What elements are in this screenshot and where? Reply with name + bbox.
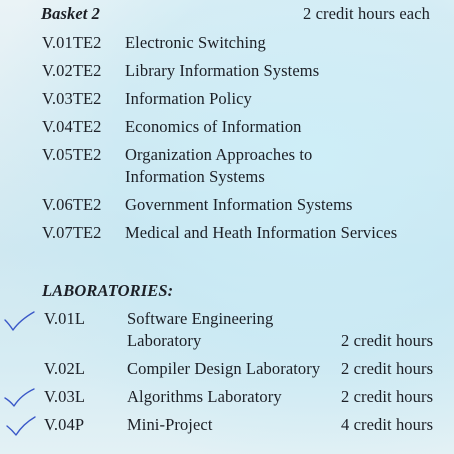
laboratories-heading: LABORATORIES: (42, 281, 174, 300)
lab-credits: 2 credit hours (341, 331, 434, 350)
lab-credits: 2 credit hours (341, 359, 434, 378)
lab-title: Mini-Project (127, 415, 213, 434)
course-title-line1: Organization Approaches to (125, 145, 313, 164)
lab-code: V.02L (44, 359, 85, 378)
course-code: V.02TE2 (42, 61, 102, 80)
course-code: V.03TE2 (42, 89, 102, 108)
lab-code: V.03L (44, 387, 85, 406)
lab-title: Compiler Design Laboratory (127, 359, 321, 378)
handwritten-check-icon (2, 310, 36, 334)
handwritten-check-icon (4, 415, 38, 439)
handwritten-check-icon (2, 386, 36, 410)
lab-title-line2: Laboratory (127, 331, 202, 350)
course-title: Library Information Systems (125, 61, 320, 80)
basket-credit-note: 2 credit hours each (303, 4, 430, 23)
lab-credits: 4 credit hours (341, 415, 434, 434)
course-title: Medical and Heath Information Services (125, 223, 398, 242)
course-code: V.06TE2 (42, 195, 102, 214)
lab-code: V.04P (44, 415, 85, 434)
course-code: V.05TE2 (42, 145, 102, 164)
lab-title: Algorithms Laboratory (127, 387, 282, 406)
course-title: Government Information Systems (125, 195, 353, 214)
lab-code: V.01L (44, 309, 85, 328)
course-title: Economics of Information (125, 117, 302, 136)
course-code: V.01TE2 (42, 33, 102, 52)
course-code: V.04TE2 (42, 117, 102, 136)
basket-title: Basket 2 (41, 4, 101, 23)
course-title: Electronic Switching (125, 33, 266, 52)
lab-title-line1: Software Engineering (127, 309, 274, 328)
course-title: Information Policy (125, 89, 252, 108)
lab-credits: 2 credit hours (341, 387, 434, 406)
course-title-line2: Information Systems (125, 167, 265, 186)
course-code: V.07TE2 (42, 223, 102, 242)
